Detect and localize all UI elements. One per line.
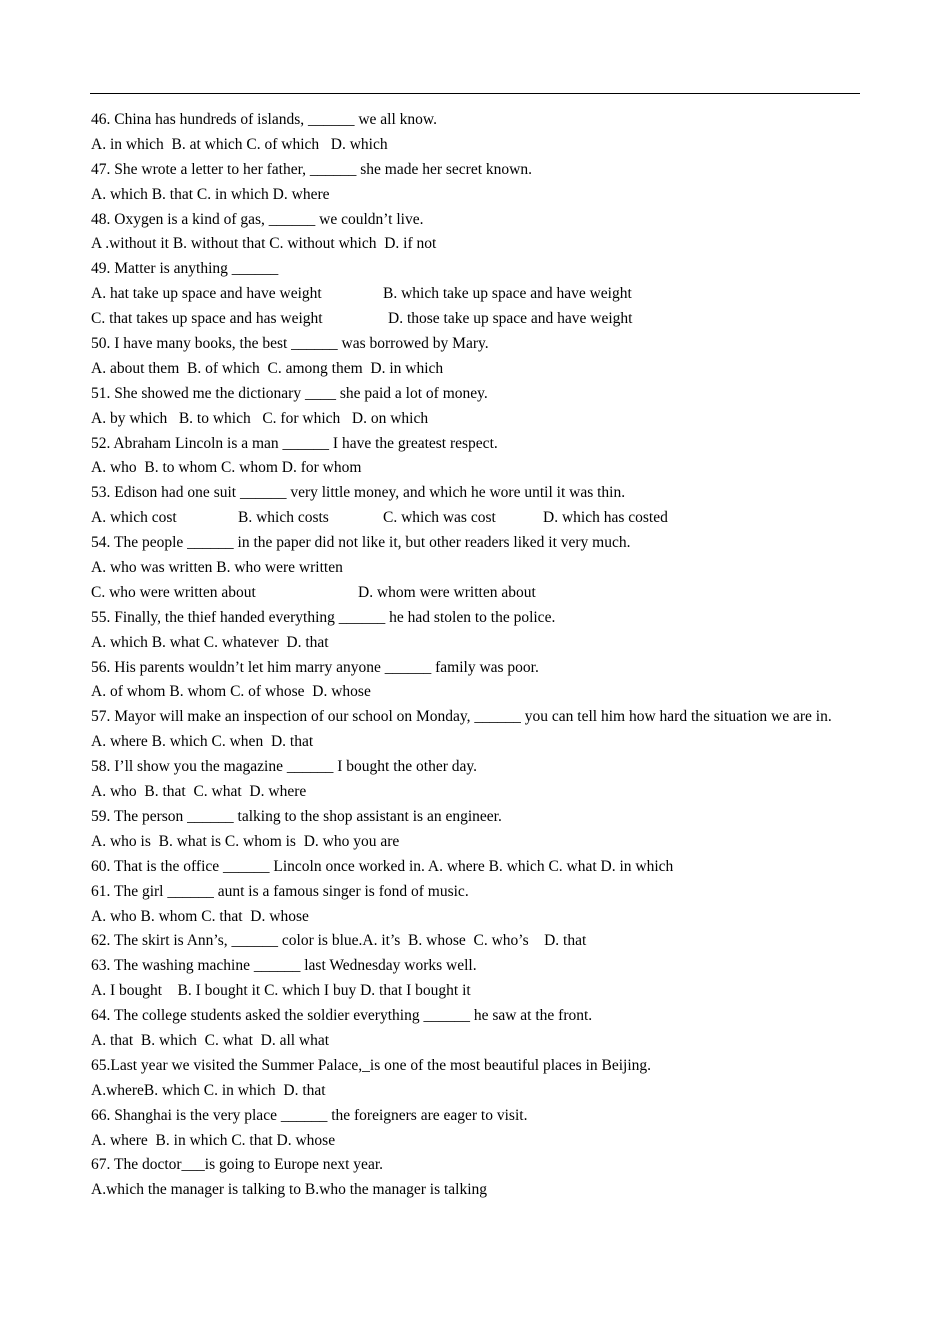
answer-options: A. I bought B. I bought it C. which I buy D. that I bought it xyxy=(91,982,471,1000)
answer-options: A.whereB. which C. in which D. that xyxy=(91,1081,326,1099)
answer-option: D. those take up space and have weight xyxy=(388,310,633,328)
answer-options: A. who B. that C. what D. where xyxy=(91,783,307,801)
question-text: 60. That is the office ______ Lincoln once worked in. A. where B. which C. what D. in which xyxy=(91,857,674,875)
question-text: 62. The skirt is Ann’s, ______ color is blue.A. it’s B. whose C. who’s D. that xyxy=(91,932,587,950)
answer-option: C. that takes up space and has weight xyxy=(91,310,323,328)
question-text: 67. The doctor___is going to Europe next year. xyxy=(91,1156,384,1174)
answer-options xyxy=(91,282,861,307)
answer-option: C. which was cost xyxy=(383,509,496,527)
question-text: 64. The college students asked the soldier everything ______ he saw at the front. xyxy=(91,1007,593,1025)
answer-option: D. which has costed xyxy=(543,509,668,527)
answer-options: A. who is B. what is C. whom is D. who you are xyxy=(91,832,400,850)
question-text: 48. Oxygen is a kind of gas, ______ we couldn’t live. xyxy=(91,210,424,228)
question-text: 53. Edison had one suit ______ very little money, and which he wore until it was thin. xyxy=(91,484,626,502)
header-rule xyxy=(90,93,860,94)
answer-option: A. which cost xyxy=(91,509,177,527)
question-text: 66. Shanghai is the very place ______ the foreigners are eager to visit. xyxy=(91,1106,528,1124)
answer-options: A. in which B. at which C. of which D. which xyxy=(91,135,388,153)
answer-options: A. who was written B. who were written xyxy=(91,559,343,577)
question-text: 47. She wrote a letter to her father, ______ she made her secret known. xyxy=(91,160,532,178)
question-text: 59. The person ______ talking to the shop assistant is an engineer. xyxy=(91,807,502,825)
answer-options xyxy=(91,506,861,531)
question-text: 65.Last year we visited the Summer Palace,_is one of the most beautiful places in Beijing. xyxy=(91,1056,652,1074)
question-text: 58. I’ll show you the magazine ______ I bought the other day. xyxy=(91,758,477,776)
question-text: 54. The people ______ in the paper did not like it, but other readers liked it very much. xyxy=(91,534,631,552)
question-text: 57. Mayor will make an inspection of our school on Monday, ______ you can tell him how hard the situation we are in. xyxy=(91,708,832,726)
question-text: 56. His parents wouldn’t let him marry anyone ______ family was poor. xyxy=(91,658,539,676)
answer-options: A. which B. that C. in which D. where xyxy=(91,185,330,203)
answer-option: B. which take up space and have weight xyxy=(383,285,632,303)
answer-options: A. who B. whom C. that D. whose xyxy=(91,907,309,925)
question-text: 49. Matter is anything ______ xyxy=(91,260,279,278)
answer-options: A. which B. what C. whatever D. that xyxy=(91,633,329,651)
question-text: 52. Abraham Lincoln is a man ______ I have the greatest respect. xyxy=(91,434,498,452)
question-text: 61. The girl ______ aunt is a famous singer is fond of music. xyxy=(91,882,469,900)
question-text: 46. China has hundreds of islands, ______ we all know. xyxy=(91,111,437,128)
answer-options: A. where B. which C. when D. that xyxy=(91,733,314,751)
question-text: 63. The washing machine ______ last Wednesday works well. xyxy=(91,957,477,975)
answer-options: A. by which B. to which C. for which D. on which xyxy=(91,409,429,427)
answer-options: A. of whom B. whom C. of whose D. whose xyxy=(91,683,371,701)
answer-options xyxy=(91,581,861,606)
question-text: 55. Finally, the thief handed everything ______ he had stolen to the police. xyxy=(91,608,556,626)
answer-option: A. hat take up space and have weight xyxy=(91,285,322,303)
answer-options: A. who B. to whom C. whom D. for whom xyxy=(91,459,362,477)
question-text: 50. I have many books, the best ______ was borrowed by Mary. xyxy=(91,335,489,353)
answer-option: B. which costs xyxy=(238,509,329,527)
answer-options: A. where B. in which C. that D. whose xyxy=(91,1131,336,1149)
answer-options xyxy=(91,307,861,332)
question-text: 51. She showed me the dictionary ____ she paid a lot of money. xyxy=(91,384,488,402)
answer-option: C. who were written about xyxy=(91,583,256,601)
answer-options: A. about them B. of which C. among them D. in which xyxy=(91,359,444,377)
answer-options: A. that B. which C. what D. all what xyxy=(91,1031,330,1049)
answer-options: A .without it B. without that C. without which D. if not xyxy=(91,235,437,253)
answer-options: A.which the manager is talking to B.who the manager is talking xyxy=(91,1181,488,1199)
answer-option: D. whom were written about xyxy=(358,583,536,601)
question-list xyxy=(91,108,861,1203)
